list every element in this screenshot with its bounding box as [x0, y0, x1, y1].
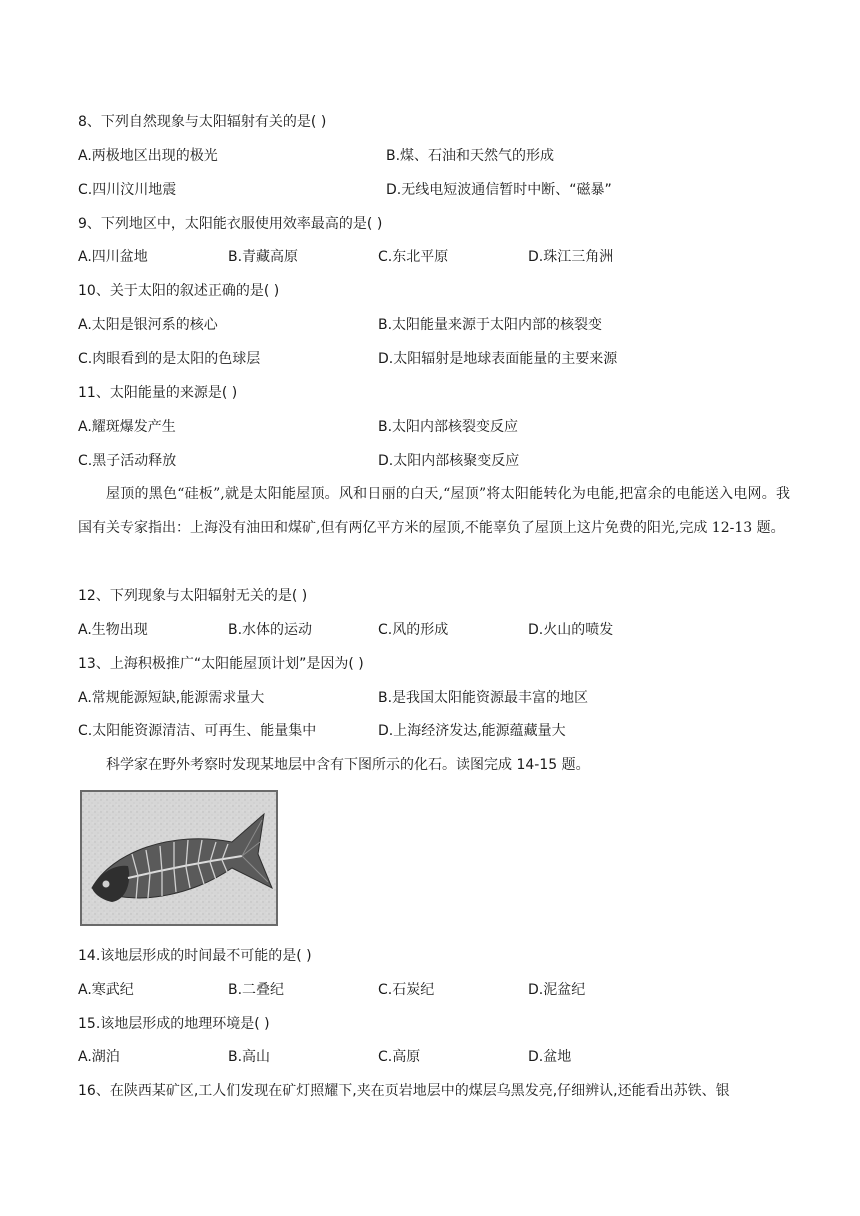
question-12-option-b: B.水体的运动 — [228, 622, 313, 638]
question-13-stem: 13、上海积极推广“太阳能屋顶计划”是因为( ) — [78, 656, 364, 672]
reading-passage-fossil: 科学家在野外考察时发现某地层中含有下图所示的化石。读图完成 14-15 题。 — [106, 757, 590, 773]
question-10-option-c: C.肉眼看到的是太阳的色球层 — [78, 351, 261, 367]
question-15-stem: 15.该地层形成的地理环境是( ) — [78, 1016, 270, 1032]
question-9-stem: 9、下列地区中，太阳能衣服使用效率最高的是( ) — [78, 216, 383, 232]
question-14-option-b: B.二叠纪 — [228, 982, 285, 998]
question-9-option-a: A.四川盆地 — [78, 249, 148, 265]
question-14-stem: 14.该地层形成的时间最不可能的是( ) — [78, 948, 312, 964]
question-15-option-a: A.湖泊 — [78, 1049, 120, 1065]
question-9-option-d: D.珠江三角洲 — [528, 249, 614, 265]
question-16-stem: 16、在陕西某矿区,工人们发现在矿灯照耀下,夹在页岩地层中的煤层乌黑发亮,仔细辨认,还能看出苏铁、银 — [78, 1083, 730, 1099]
question-11-option-b: B.太阳内部核裂变反应 — [378, 419, 519, 435]
question-12-option-c: C.风的形成 — [378, 622, 449, 638]
question-10-option-b: B.太阳能量来源于太阳内部的核裂变 — [378, 317, 603, 333]
question-13-option-c: C.太阳能资源清洁、可再生、能量集中 — [78, 723, 317, 739]
question-10-option-d: D.太阳辐射是地球表面能量的主要来源 — [378, 351, 618, 367]
question-11-option-d: D.太阳内部核聚变反应 — [378, 453, 520, 469]
question-13-option-d: D.上海经济发达,能源蕴藏量大 — [378, 723, 566, 739]
question-15-option-d: D.盆地 — [528, 1049, 572, 1065]
question-8-option-a: A.两极地区出现的极光 — [78, 148, 218, 164]
question-15-option-b: B.高山 — [228, 1049, 271, 1065]
question-8-option-c: C.四川汶川地震 — [78, 182, 177, 198]
question-9-option-b: B.青藏高原 — [228, 249, 299, 265]
question-12-stem: 12、下列现象与太阳辐射无关的是( ) — [78, 588, 308, 604]
question-8-stem: 8、下列自然现象与太阳辐射有关的是( ) — [78, 114, 327, 130]
question-12-option-a: A.生物出现 — [78, 622, 148, 638]
question-13-option-a: A.常规能源短缺,能源需求量大 — [78, 690, 265, 706]
question-11-option-a: A.耀斑爆发产生 — [78, 419, 176, 435]
question-8-option-b: B.煤、石油和天然气的形成 — [386, 148, 555, 164]
question-11-stem: 11、太阳能量的来源是( ) — [78, 385, 238, 401]
question-15-option-c: C.高原 — [378, 1049, 421, 1065]
question-8-option-d: D.无线电短波通信暂时中断、“磁暴” — [386, 182, 612, 198]
question-14-option-d: D.泥盆纪 — [528, 982, 586, 998]
question-12-option-d: D.火山的喷发 — [528, 622, 614, 638]
question-9-option-c: C.东北平原 — [378, 249, 449, 265]
question-14-option-c: C.石炭纪 — [378, 982, 435, 998]
question-10-option-a: A.太阳是银河系的核心 — [78, 317, 218, 333]
question-14-option-a: A.寒武纪 — [78, 982, 134, 998]
reading-passage-solar-roof: 屋顶的黑色“硅板”,就是太阳能屋顶。风和日丽的白天,“屋顶”将太阳能转化为电能,把富余的电能送入电网。我国有关专家指出：上海没有油田和煤矿,但有两亿平方米的屋顶,不能辜负了屋顶上这片免费的阳光,完成 12-13 题。 — [78, 486, 790, 536]
question-10-stem: 10、关于太阳的叙述正确的是( ) — [78, 283, 280, 299]
question-13-option-b: B.是我国太阳能资源最丰富的地区 — [378, 690, 589, 706]
fish-fossil-image — [80, 790, 278, 926]
question-11-option-c: C.黑子活动释放 — [78, 453, 177, 469]
